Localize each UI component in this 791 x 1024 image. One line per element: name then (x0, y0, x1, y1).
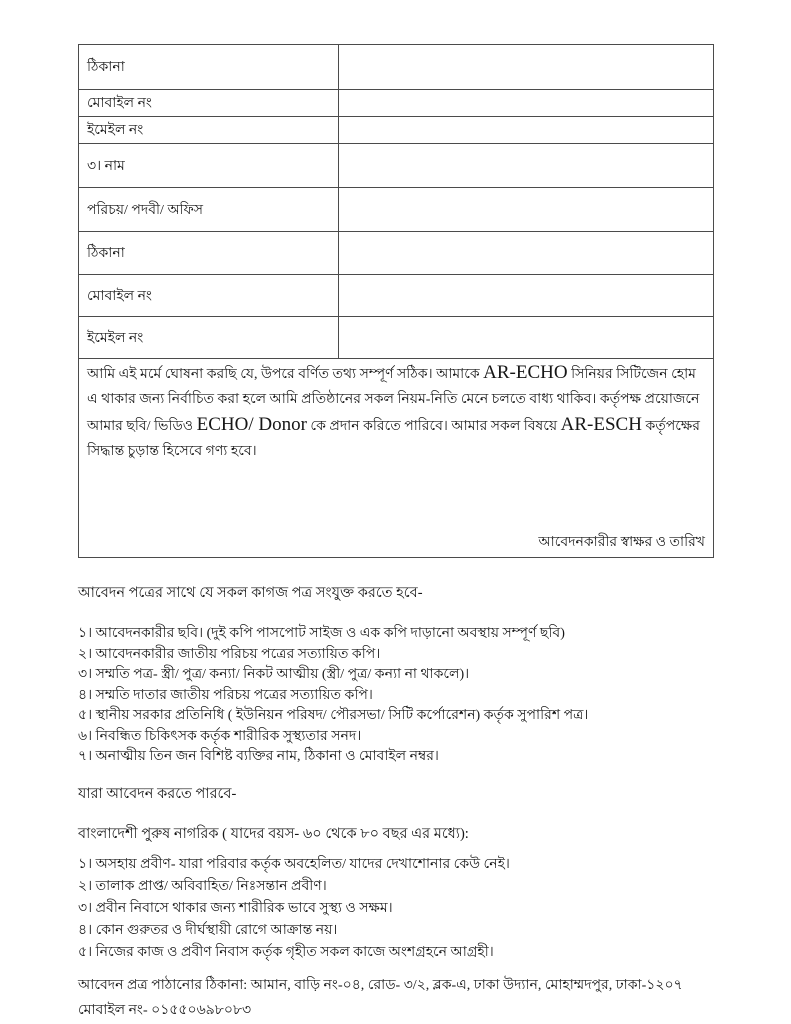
documents-list (78, 624, 715, 768)
document-list-item: ৭। অনাত্মীয় তিন জন বিশিষ্ট ব্যক্তির নাম, ঠিকানা ও মোবাইল নম্বর। (78, 749, 439, 764)
eligibility-section-heading: যারা আবেদন করতে পারবে- (78, 785, 237, 802)
footer-block (78, 973, 715, 1023)
declaration-segment: ECHO/ Donor (196, 414, 307, 435)
declaration-wrap (87, 360, 705, 556)
eligibility-list (78, 854, 715, 964)
eligibility-list-item: ৪। কোন গুরুতর ও দীর্ঘস্থায়ী রোগে আক্রান্ত নয়। (78, 922, 338, 938)
eligibility-subheading: বাংলাদেশী পুরুষ নাগরিক ( যাদের বয়স- ৬০ থেকে ৮০ বছর এর মধ্যে): (78, 825, 469, 842)
declaration-segment: সিনিয়র সিটিজেন হোম এ থাকার জন্য নির্বাচিত করা হলে আমি প্রতিষ্ঠানের সকল নিয়ম-নিতি মেনে চলতে বাধ্য থাকিব। কর্তৃপক্ষ প্রয়োজনে আমার ছবি/ ভিডিও (87, 367, 700, 434)
eligibility-list-item: ১। অসহায় প্রবীণ- যারা পরিবার কর্তৃক অবহেলিত/ যাদের দেখাশোনার কেউ নেই। (78, 856, 510, 872)
form-table-body (79, 45, 714, 359)
form-table-row (79, 45, 714, 90)
application-form-table (78, 44, 714, 558)
field-value-cell[interactable] (339, 232, 714, 275)
declaration-row (79, 359, 714, 558)
declaration-segment: কর্তৃপক্ষের সিদ্ধান্ত চুড়ান্ত হিসেবে গণ্য হবে। (87, 419, 700, 459)
field-label: ইমেইল নং (79, 117, 339, 144)
form-table-row (79, 144, 714, 188)
form-table-row (79, 117, 714, 144)
field-label: ঠিকানা (79, 232, 339, 275)
field-label: মোবাইল নং (79, 90, 339, 117)
form-table-row (79, 90, 714, 117)
declaration-text (87, 360, 705, 464)
field-value-cell[interactable] (339, 144, 714, 188)
declaration-segment: আমি এই মর্মে ঘোষনা করছি যে, উপরে বর্ণিত তথ্য সম্পূর্ণ সঠিক। আমাকে (87, 367, 484, 382)
field-label: ঠিকানা (79, 45, 339, 90)
eligibility-list-item: ৫। নিজের কাজ ও প্রবীণ নিবাস কর্তৃক গৃহীত সকল কাজে অংশগ্রহনে আগ্রহী। (78, 944, 494, 960)
declaration-cell (79, 359, 714, 558)
field-value-cell[interactable] (339, 117, 714, 144)
field-label: পরিচয়/ পদবী/ অফিস (79, 188, 339, 232)
document-list-item: ৫। স্থানীয় সরকার প্রতিনিধি ( ইউনিয়ন পরিষদ/ পৌরসভা/ সিটি কর্পোরেশন) কর্তৃক সুপারিশ পত্র। (78, 708, 589, 723)
document-list-item: ১। আবেদনকারীর ছবি। (দুই কপি পাসপোট সাইজ ও এক কপি দাড়ানো অবস্থায় সম্পূর্ণ ছবি) (78, 626, 565, 641)
declaration-segment: AR-ECHO (483, 362, 568, 383)
field-value-cell[interactable] (339, 90, 714, 117)
form-table-row (79, 188, 714, 232)
document-list-item: ৬। নিবন্ধিত চিকিৎসক কর্তৃক শারীরিক সুস্থ্যতার সনদ। (78, 728, 362, 744)
eligibility-list-item: ৩। প্রবীন নিবাসে থাকার জন্য শারীরিক ভাবে সুস্থ্য ও সক্ষম। (78, 900, 393, 916)
field-value-cell[interactable] (339, 275, 714, 317)
document-list-item: ৪। সম্মতি দাতার জাতীয় পরিচয় পত্রের সত্যায়িত কপি। (78, 687, 373, 703)
eligibility-list-item: ২। তালাক প্রাপ্ত/ অবিবাহিত/ নিঃসন্তান প্রবীণ। (78, 878, 327, 894)
form-table-row (79, 275, 714, 317)
field-label: ইমেইল নং (79, 317, 339, 359)
form-table-row (79, 317, 714, 359)
document-list-item: ২। আবেদনকারীর জাতীয় পরিচয় পত্রের সত্যায়িত কপি। (78, 646, 381, 662)
field-label: ৩। নাম (79, 144, 339, 188)
declaration-row-body (79, 359, 714, 558)
declaration-segment: AR-ESCH (560, 414, 642, 435)
document-list-item: ৩। সম্মতি পত্র- স্ত্রী/ পুত্র/ কন্যা/ নিকট আত্মীয় (স্ত্রী/ পুত্র/ কন্যা না থাকলে)। (78, 667, 470, 682)
signature-and-date-label: আবেদনকারীর স্বাক্ষর ও তারিখ (538, 535, 705, 550)
declaration-segment: কে প্রদান করিতে পারিবে। আমার সকল বিষয়ে (306, 419, 561, 434)
mobile-number-line: মোবাইল নং- ০১৫৫০৬৯৮০৮৩ (78, 1002, 252, 1018)
field-value-cell[interactable] (339, 45, 714, 90)
field-value-cell[interactable] (339, 188, 714, 232)
mailing-address-line: আবেদন প্রত্র পাঠানোর ঠিকানা: আমান, বাড়ি নং-০৪, রোড- ৩/২, ব্লক-এ, ঢাকা উদ্যান, মোহাম্মদপুর, ঢাকা-১২০৭ (78, 977, 683, 993)
documents-section-heading: আবেদন পত্রের সাথে যে সকল কাগজ পত্র সংযুক্ত করতে হবে- (78, 585, 423, 601)
field-value-cell[interactable] (339, 317, 714, 359)
form-table-row (79, 232, 714, 275)
field-label: মোবাইল নং (79, 275, 339, 317)
